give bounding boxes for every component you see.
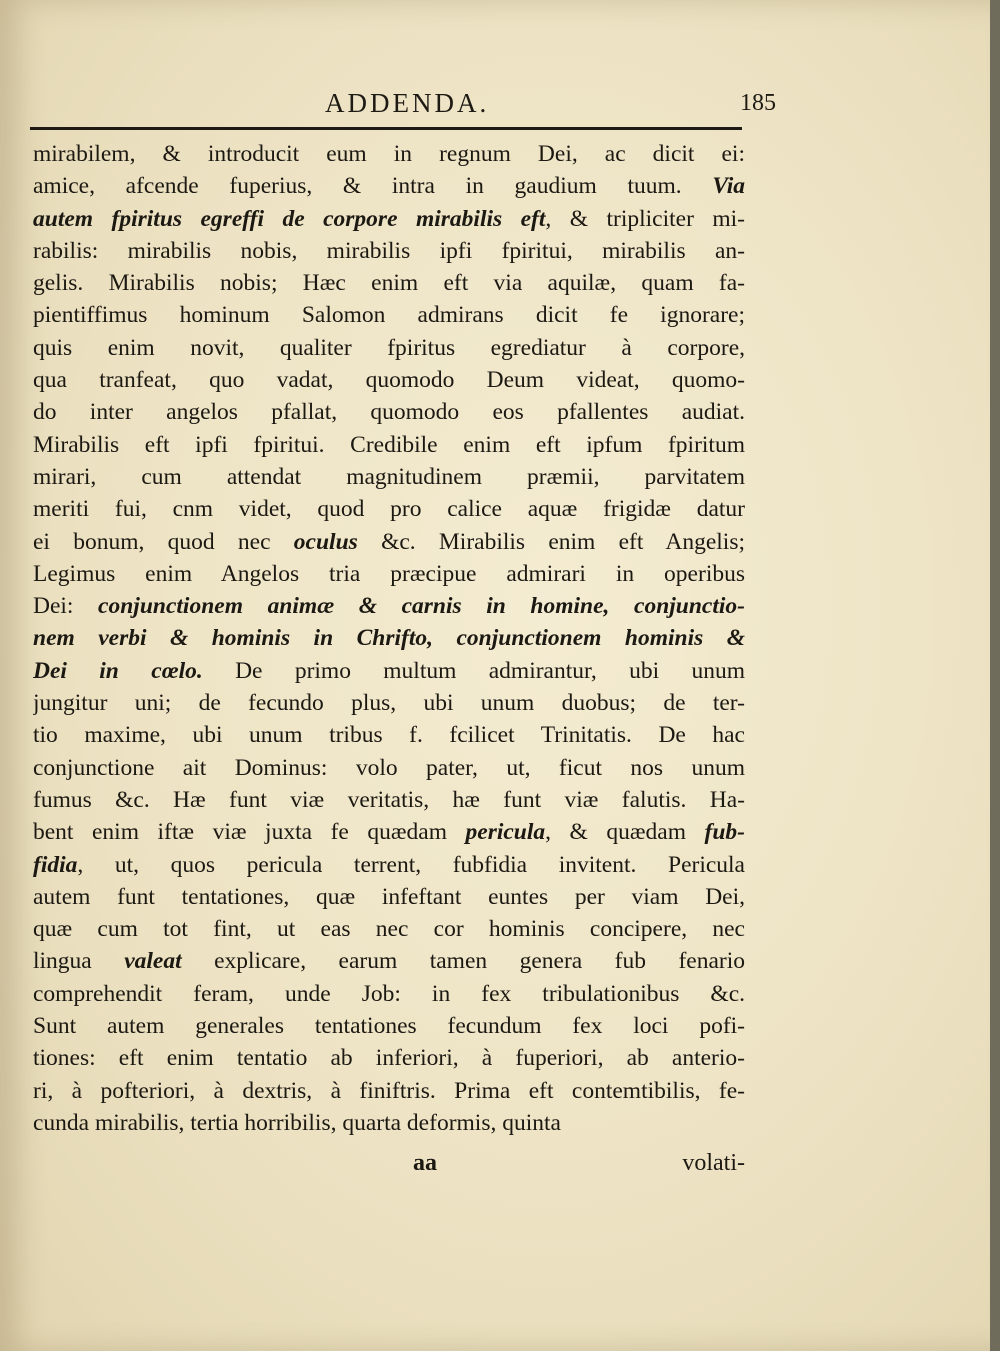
catchword: volati-	[682, 1150, 745, 1176]
page-header	[30, 80, 776, 125]
text-line	[33, 235, 745, 267]
text-segment: mirari, cum attendat magnitudinem præmii, parvitatem	[33, 463, 745, 490]
text-line	[33, 429, 745, 461]
text-segment: De primo multum admirantur, ubi unum	[202, 657, 745, 684]
text-segment: do inter angelos pfallat, quomodo eos pfallentes audiat.	[33, 399, 745, 426]
italic-segment: fub-	[704, 819, 745, 846]
text-line	[33, 1042, 745, 1074]
header-rule	[30, 127, 742, 130]
text-line	[33, 558, 745, 590]
text-segment: ri, à pofteriori, à dextris, à finiftris. Prima eft contemtibilis, fe-	[33, 1077, 745, 1104]
italic-segment: autem fpiritus egreffi de corpore mirabilis eft	[33, 205, 546, 232]
text-line	[33, 1075, 745, 1107]
text-line	[33, 945, 745, 977]
text-segment: amice, afcende fuperius, & intra in gaudium tuum.	[33, 173, 713, 200]
text-line	[33, 655, 745, 687]
text-segment: Mirabilis eft ipfi fpiritui. Credibile enim eft ipfum fpiritum	[33, 431, 745, 458]
text-line	[33, 461, 745, 493]
text-line	[33, 687, 745, 719]
text-segment: fumus &c. Hæ funt viæ veritatis, hæ funt viæ falutis. Ha-	[33, 786, 745, 813]
running-title: ADDENDA.	[325, 88, 490, 118]
italic-segment: fidia	[33, 851, 78, 878]
text-segment: bent enim iftæ viæ juxta fe quædam	[33, 819, 466, 846]
italic-segment: Dei in cœlo.	[33, 657, 203, 684]
text-segment: , & quædam	[545, 819, 705, 846]
text-segment: tiones: eft enim tentatio ab inferiori, à fuperiori, ab anterio-	[33, 1045, 745, 1072]
text-line	[33, 364, 745, 396]
text-segment: jungitur uni; de fecundo plus, ubi unum duobus; de ter-	[33, 690, 745, 717]
text-line	[33, 299, 745, 331]
text-segment: quis enim novit, qualiter fpiritus egrediatur à corpore,	[33, 334, 745, 361]
text-segment: conjunctione ait Dominus: volo pater, ut, ficut nos unum	[33, 754, 745, 781]
text-segment: qua tranfeat, quo vadat, quomodo Deum videat, quomo-	[33, 367, 745, 394]
text-segment: pientiffimus hominum Salomon admirans dicit fe ignorare;	[33, 302, 745, 329]
text-segment: comprehendit feram, unde Job: in fex tribulationibus &c.	[33, 980, 745, 1007]
text-segment: Legimus enim Angelos tria præcipue admirari in operibus	[33, 560, 745, 587]
signature-mark: aa	[413, 1150, 437, 1176]
text-segment: quæ cum tot fint, ut eas nec cor hominis concipere, nec	[33, 916, 745, 943]
text-line	[33, 849, 745, 881]
text-segment: cunda mirabilis, tertia horribilis, quarta deformis, quinta	[33, 1109, 561, 1136]
text-segment: autem funt tentationes, quæ infeftant euntes per viam Dei,	[33, 883, 745, 910]
italic-segment: valeat	[124, 948, 182, 975]
text-segment: lingua	[33, 948, 125, 975]
text-segment: mirabilem, & introducit eum in regnum Dei, ac dicit ei:	[33, 141, 745, 167]
text-segment: explicare, earum tamen genera fub fenario	[181, 948, 745, 975]
text-line	[33, 1010, 745, 1042]
text-segment: tio maxime, ubi unum tribus f. fcilicet Trinitatis. De hac	[33, 722, 745, 749]
text-line	[33, 396, 745, 428]
text-line	[33, 816, 745, 848]
text-line	[33, 332, 745, 364]
italic-segment: nem verbi & hominis in Chrifto, conjunctionem hominis &	[33, 625, 745, 652]
text-line	[33, 913, 745, 945]
body-text	[33, 138, 745, 1139]
text-line	[33, 719, 745, 751]
text-line	[33, 267, 745, 299]
page-number: 185	[740, 90, 776, 116]
text-segment: gelis. Mirabilis nobis; Hæc enim eft via aquilæ, quam fa-	[33, 270, 745, 297]
text-line	[33, 590, 745, 622]
italic-segment: pericula	[465, 819, 546, 846]
text-line	[33, 881, 745, 913]
text-line	[33, 203, 745, 235]
text-line	[33, 752, 745, 784]
italic-segment: conjunctionem animæ & carnis in homine, conjunctio-	[98, 593, 745, 620]
italic-segment: oculus	[293, 528, 358, 555]
text-line	[33, 170, 745, 202]
text-line	[33, 784, 745, 816]
text-line	[33, 138, 745, 170]
text-segment: , & tripliciter mi-	[545, 205, 745, 232]
text-line	[33, 978, 745, 1010]
text-segment: , ut, quos pericula terrent, fubfidia invitent. Pericula	[77, 851, 745, 878]
text-segment: ei bonum, quod nec	[33, 528, 294, 555]
page-footer	[33, 1150, 745, 1180]
page-edge-shadow	[990, 0, 1000, 1351]
text-segment: Sunt autem generales tentationes fecundum fex loci pofi-	[33, 1013, 745, 1040]
text-line	[33, 526, 745, 558]
text-segment: rabilis: mirabilis nobis, mirabilis ipfi fpiritui, mirabilis an-	[33, 237, 745, 264]
italic-segment: Via	[712, 173, 745, 200]
text-segment: meriti fui, cnm videt, quod pro calice aquæ frigidæ datur	[33, 496, 745, 523]
text-segment: &c. Mirabilis enim eft Angelis;	[357, 528, 745, 555]
text-line	[33, 622, 745, 654]
text-line	[33, 493, 745, 525]
text-segment: Dei:	[33, 593, 99, 620]
text-line	[33, 1107, 745, 1139]
